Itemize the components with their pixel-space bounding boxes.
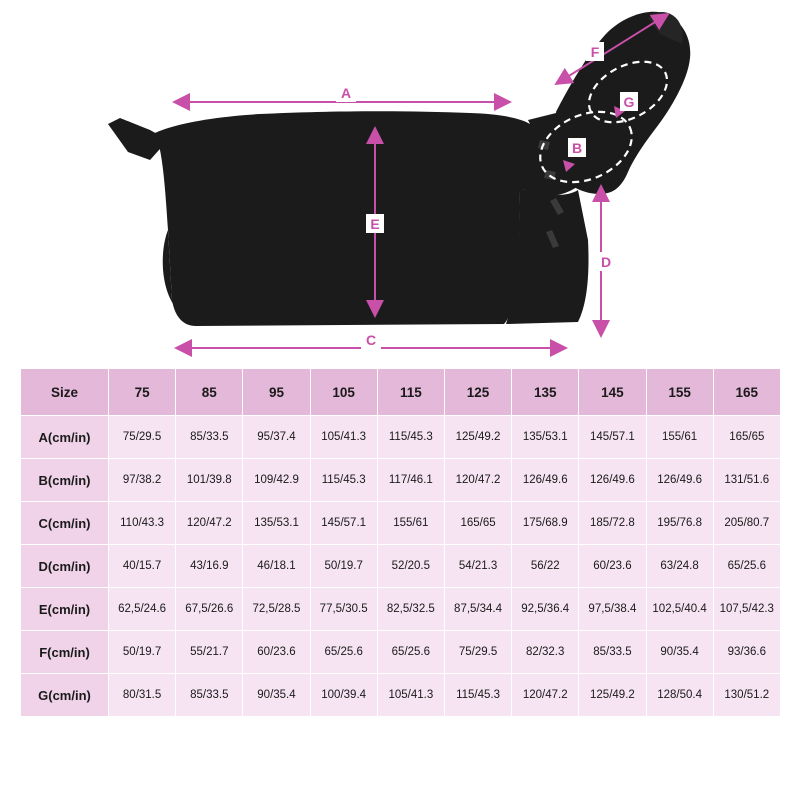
- row-label: D(cm/in): [21, 545, 109, 588]
- table-cell: 195/76.8: [646, 502, 713, 545]
- table-cell: 120/47.2: [176, 502, 243, 545]
- row-label: A(cm/in): [21, 416, 109, 459]
- table-corner-header: Size: [21, 369, 109, 416]
- table-cell: 128/50.4: [646, 674, 713, 717]
- table-cell: 120/47.2: [512, 674, 579, 717]
- row-label: B(cm/in): [21, 459, 109, 502]
- dimension-c-label: C: [365, 332, 377, 348]
- dimension-f-label: F: [590, 44, 600, 60]
- table-cell: 97/38.2: [109, 459, 176, 502]
- table-cell: 60/23.6: [579, 545, 646, 588]
- size-header: 95: [243, 369, 310, 416]
- table-row: [21, 631, 781, 674]
- table-cell: 110/43.3: [109, 502, 176, 545]
- table-cell: 105/41.3: [310, 416, 377, 459]
- table-cell: 100/39.4: [310, 674, 377, 717]
- table-cell: 62,5/24.6: [109, 588, 176, 631]
- table-cell: 87,5/34.4: [444, 588, 511, 631]
- table-cell: 185/72.8: [579, 502, 646, 545]
- row-label: F(cm/in): [21, 631, 109, 674]
- table-cell: 117/46.1: [377, 459, 444, 502]
- horse-rug-illustration: [0, 0, 800, 365]
- table-cell: 82/32.3: [512, 631, 579, 674]
- table-cell: 72,5/28.5: [243, 588, 310, 631]
- table-row: [21, 502, 781, 545]
- table-cell: 126/49.6: [646, 459, 713, 502]
- table-row: [21, 588, 781, 631]
- table-cell: 90/35.4: [243, 674, 310, 717]
- table-cell: 65/25.6: [310, 631, 377, 674]
- dimension-d: [597, 186, 615, 336]
- dimension-a-label: A: [340, 85, 352, 101]
- table-cell: 82,5/32.5: [377, 588, 444, 631]
- size-header: 165: [713, 369, 780, 416]
- table-cell: 50/19.7: [109, 631, 176, 674]
- dimension-g-label: G: [623, 94, 635, 110]
- table-cell: 155/61: [646, 416, 713, 459]
- table-cell: 126/49.6: [579, 459, 646, 502]
- table-cell: 46/18.1: [243, 545, 310, 588]
- table-cell: 101/39.8: [176, 459, 243, 502]
- table-cell: 165/65: [713, 416, 780, 459]
- table-cell: 63/24.8: [646, 545, 713, 588]
- table-cell: 67,5/26.6: [176, 588, 243, 631]
- size-header: 115: [377, 369, 444, 416]
- size-header: 145: [579, 369, 646, 416]
- table-cell: 205/80.7: [713, 502, 780, 545]
- row-label: E(cm/in): [21, 588, 109, 631]
- row-label: G(cm/in): [21, 674, 109, 717]
- table-row: [21, 674, 781, 717]
- dimension-e-label: E: [370, 216, 380, 232]
- table-cell: 97,5/38.4: [579, 588, 646, 631]
- table-cell: 175/68.9: [512, 502, 579, 545]
- table-cell: 75/29.5: [109, 416, 176, 459]
- table-cell: 155/61: [377, 502, 444, 545]
- table-cell: 130/51.2: [713, 674, 780, 717]
- size-header: 75: [109, 369, 176, 416]
- table-cell: 145/57.1: [310, 502, 377, 545]
- table-cell: 126/49.6: [512, 459, 579, 502]
- table-cell: 92,5/36.4: [512, 588, 579, 631]
- table-cell: 43/16.9: [176, 545, 243, 588]
- table-cell: 131/51.6: [713, 459, 780, 502]
- table-cell: 65/25.6: [377, 631, 444, 674]
- size-header: 155: [646, 369, 713, 416]
- table-cell: 50/19.7: [310, 545, 377, 588]
- size-header: 85: [176, 369, 243, 416]
- table-cell: 55/21.7: [176, 631, 243, 674]
- table-cell: 56/22: [512, 545, 579, 588]
- table-cell: 93/36.6: [713, 631, 780, 674]
- table-cell: 135/53.1: [512, 416, 579, 459]
- dimension-a: [174, 83, 510, 102]
- size-header: 125: [444, 369, 511, 416]
- table-row: [21, 416, 781, 459]
- table-cell: 77,5/30.5: [310, 588, 377, 631]
- row-label: C(cm/in): [21, 502, 109, 545]
- table-cell: 107,5/42.3: [713, 588, 780, 631]
- table-cell: 90/35.4: [646, 631, 713, 674]
- table-cell: 102,5/40.4: [646, 588, 713, 631]
- table-cell: 135/53.1: [243, 502, 310, 545]
- table-cell: 85/33.5: [176, 674, 243, 717]
- table-cell: 85/33.5: [579, 631, 646, 674]
- table-cell: 115/45.3: [444, 674, 511, 717]
- table-cell: 105/41.3: [377, 674, 444, 717]
- table-cell: 145/57.1: [579, 416, 646, 459]
- table-cell: 115/45.3: [310, 459, 377, 502]
- table-cell: 115/45.3: [377, 416, 444, 459]
- table-cell: 120/47.2: [444, 459, 511, 502]
- size-chart-table: [20, 368, 781, 717]
- size-header: 135: [512, 369, 579, 416]
- table-cell: 54/21.3: [444, 545, 511, 588]
- dimension-b-label: B: [571, 140, 583, 156]
- table-cell: 125/49.2: [444, 416, 511, 459]
- table-cell: 75/29.5: [444, 631, 511, 674]
- table-cell: 95/37.4: [243, 416, 310, 459]
- dimension-d-label: D: [600, 254, 612, 270]
- table-cell: 85/33.5: [176, 416, 243, 459]
- table-cell: 125/49.2: [579, 674, 646, 717]
- table-cell: 165/65: [444, 502, 511, 545]
- measurement-diagram: [0, 0, 800, 365]
- table-row: [21, 545, 781, 588]
- table-cell: 80/31.5: [109, 674, 176, 717]
- dimension-c: [176, 331, 566, 350]
- table-cell: 60/23.6: [243, 631, 310, 674]
- table-header-row: [21, 369, 781, 416]
- table-cell: 109/42.9: [243, 459, 310, 502]
- table-row: [21, 459, 781, 502]
- table-cell: 52/20.5: [377, 545, 444, 588]
- size-header: 105: [310, 369, 377, 416]
- table-cell: 65/25.6: [713, 545, 780, 588]
- table-cell: 40/15.7: [109, 545, 176, 588]
